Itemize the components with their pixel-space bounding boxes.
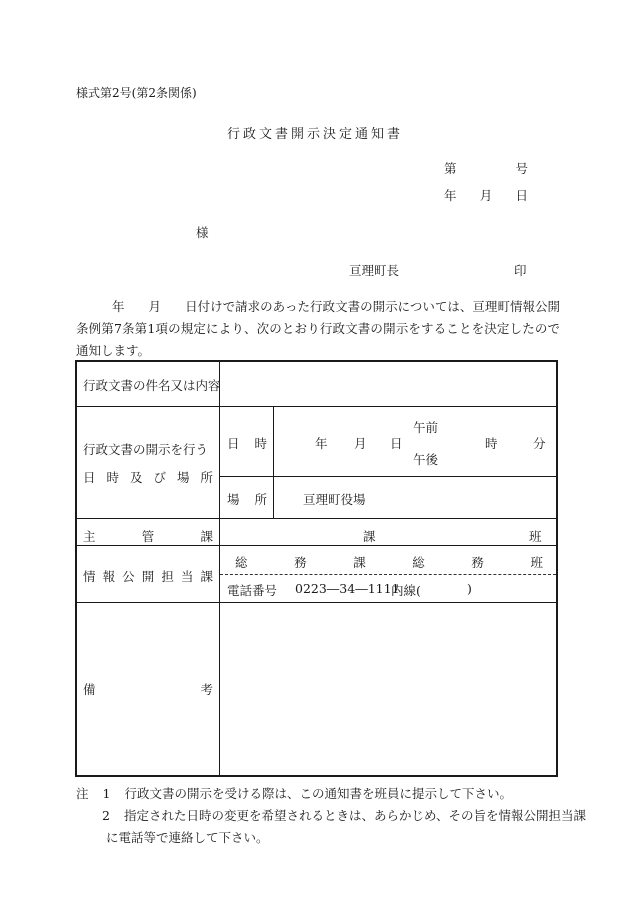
datetime-day: 日 bbox=[390, 436, 403, 451]
note-2-continuation: に電話等で連絡して下さい。 bbox=[106, 830, 269, 845]
notes-prefix: 注 bbox=[76, 786, 89, 801]
dept-team: 班 bbox=[529, 529, 542, 544]
number-label-prefix: 第 bbox=[444, 161, 457, 176]
note-1: 注 1 行政文書の開示を受ける際は、この通知書を班員に提示して下さい。 bbox=[76, 786, 512, 801]
dept-section: 課 bbox=[363, 529, 376, 544]
place-label: 場 所 bbox=[227, 492, 267, 507]
document-title: 行政文書開示決定通知書 bbox=[226, 127, 403, 142]
notes bbox=[76, 783, 586, 849]
issue-date bbox=[444, 186, 528, 204]
form-number: 様式第2号(第2条関係) bbox=[76, 86, 197, 100]
intro-month: 月 bbox=[148, 299, 162, 314]
extension-close: ) bbox=[467, 581, 472, 596]
intro-text: 日付けで請求のあった行政文書の開示については、亘理町情報公開条例第7条第1項の規定により、次のとおり行政文書の開示をすることを決定したので通知します。 bbox=[76, 299, 560, 358]
datetime-place-label-line2: 日 時 及 び 場 所 bbox=[83, 470, 213, 485]
datetime-pm: 午後 bbox=[413, 452, 439, 467]
sender-name: 亘理町長 bbox=[349, 263, 400, 278]
remarks-label: 備 考 bbox=[83, 682, 213, 697]
extension-label: 内線( bbox=[391, 583, 421, 598]
date-year: 年 bbox=[444, 188, 457, 203]
disclosure-table bbox=[75, 360, 558, 777]
document-number bbox=[444, 159, 528, 177]
seal-mark: 印 bbox=[514, 263, 527, 278]
datetime-month: 月 bbox=[354, 436, 367, 451]
doc-subject-label: 行政文書の件名又は内容 bbox=[83, 378, 221, 393]
place-value: 亘理町役場 bbox=[303, 492, 366, 507]
datetime-place-label-line1: 行政文書の開示を行う bbox=[83, 442, 209, 457]
date-day: 日 bbox=[515, 188, 528, 203]
intro-paragraph bbox=[76, 296, 560, 362]
datetime-am: 午前 bbox=[413, 420, 439, 435]
info-dept-label: 情 報 公 開 担 当 課 bbox=[83, 569, 213, 584]
datetime-year: 年 bbox=[315, 436, 328, 451]
phone-label: 電話番号 bbox=[227, 583, 278, 598]
datetime-label: 日 時 bbox=[227, 436, 267, 451]
note-2: 2 指定された日時の変更を希望されるときは、あらかじめ、その旨を情報公開担当課 bbox=[102, 808, 586, 823]
datetime-hour: 時 bbox=[485, 436, 498, 451]
addressee-suffix: 様 bbox=[196, 225, 209, 240]
phone-number: 0223―34―1111 bbox=[295, 581, 400, 596]
intro-year: 年 bbox=[112, 299, 125, 314]
dept-label: 主 管 課 bbox=[83, 529, 213, 544]
info-dept-value: 総 務 課 総 務 班 bbox=[235, 555, 543, 570]
number-label-suffix: 号 bbox=[515, 161, 528, 176]
date-month: 月 bbox=[479, 188, 493, 203]
datetime-minute: 分 bbox=[533, 436, 546, 451]
